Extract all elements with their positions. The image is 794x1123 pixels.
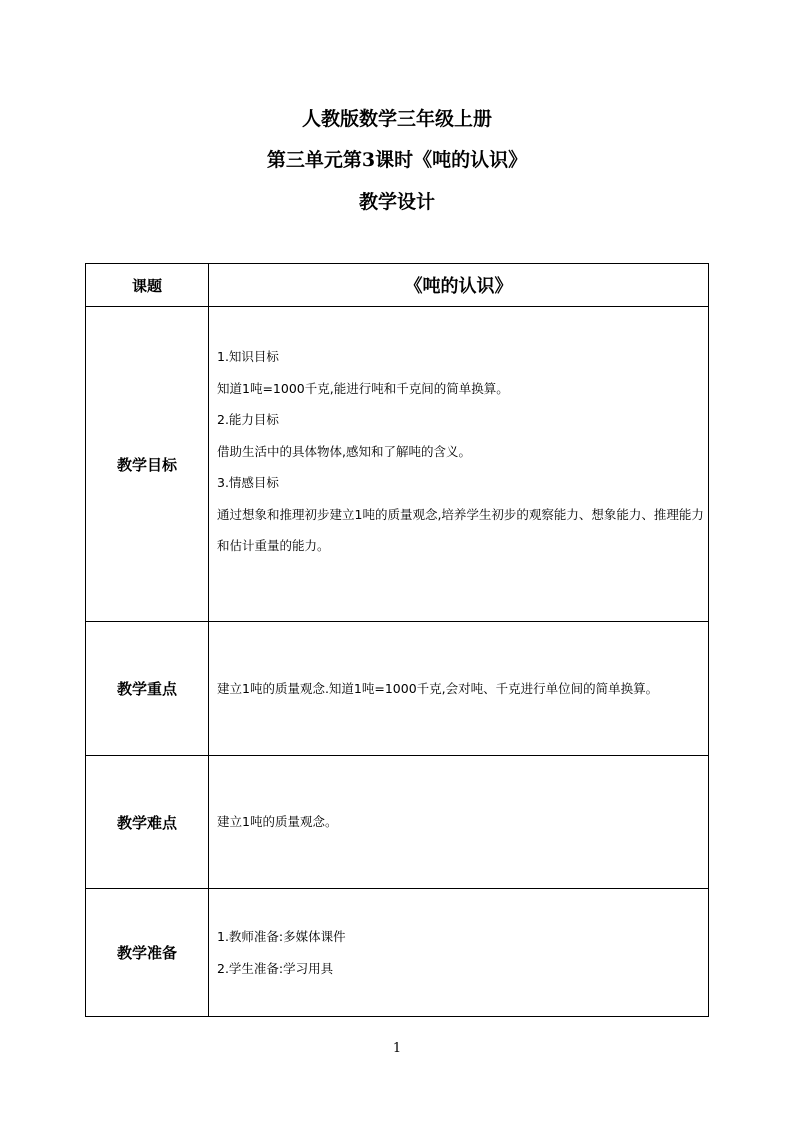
objective-line: 3.情感目标 [217,475,279,490]
key-points-content [209,622,709,756]
key-points-text: 建立1吨的质量观念.知道1吨=1000千克,会对吨、千克进行单位间的简单换算。 [217,680,659,696]
difficulties-label: 教学难点 [86,756,209,889]
objective-line: 借助生活中的具体物体,感知和了解吨的含义。 [217,443,471,459]
preparation-line: 2.学生准备:学习用具 [217,960,334,976]
objective-line: 1.知识目标 [217,349,279,364]
objective-line: 通过想象和推理初步建立1吨的质量观念,培养学生初步的观察能力、想象能力、推理能力和估计重量的能力。 [217,506,704,553]
key-points-label: 教学重点 [86,622,209,756]
table-row-difficulties [86,756,709,889]
lesson-plan-table [85,263,709,1017]
preparation-line: 1.教师准备:多媒体课件 [217,929,346,944]
preparation-label: 教学准备 [86,889,209,1017]
objectives-label: 教学目标 [86,307,209,622]
table-row-topic [86,264,709,307]
table-row-preparation [86,889,709,1017]
lesson-title: 第三单元第3课时《吨的认识》 [266,149,528,171]
table-row-objectives [86,307,709,622]
difficulties-text: 建立1吨的质量观念。 [217,814,338,830]
preparation-content [209,889,709,1017]
objective-line: 知道1吨=1000千克,能进行吨和千克间的简单换算。 [217,380,509,396]
page-number: 1 [392,1041,402,1056]
objectives-content [209,307,709,622]
table-row-key-points [86,622,709,756]
topic-label: 课题 [86,264,209,307]
difficulties-content [209,756,709,889]
document-subtitle: 教学设计 [358,191,435,213]
document-title: 人教版数学三年级上册 [301,108,492,130]
objective-line: 2.能力目标 [217,412,279,427]
topic-value: 《吨的认识》 [209,264,709,307]
